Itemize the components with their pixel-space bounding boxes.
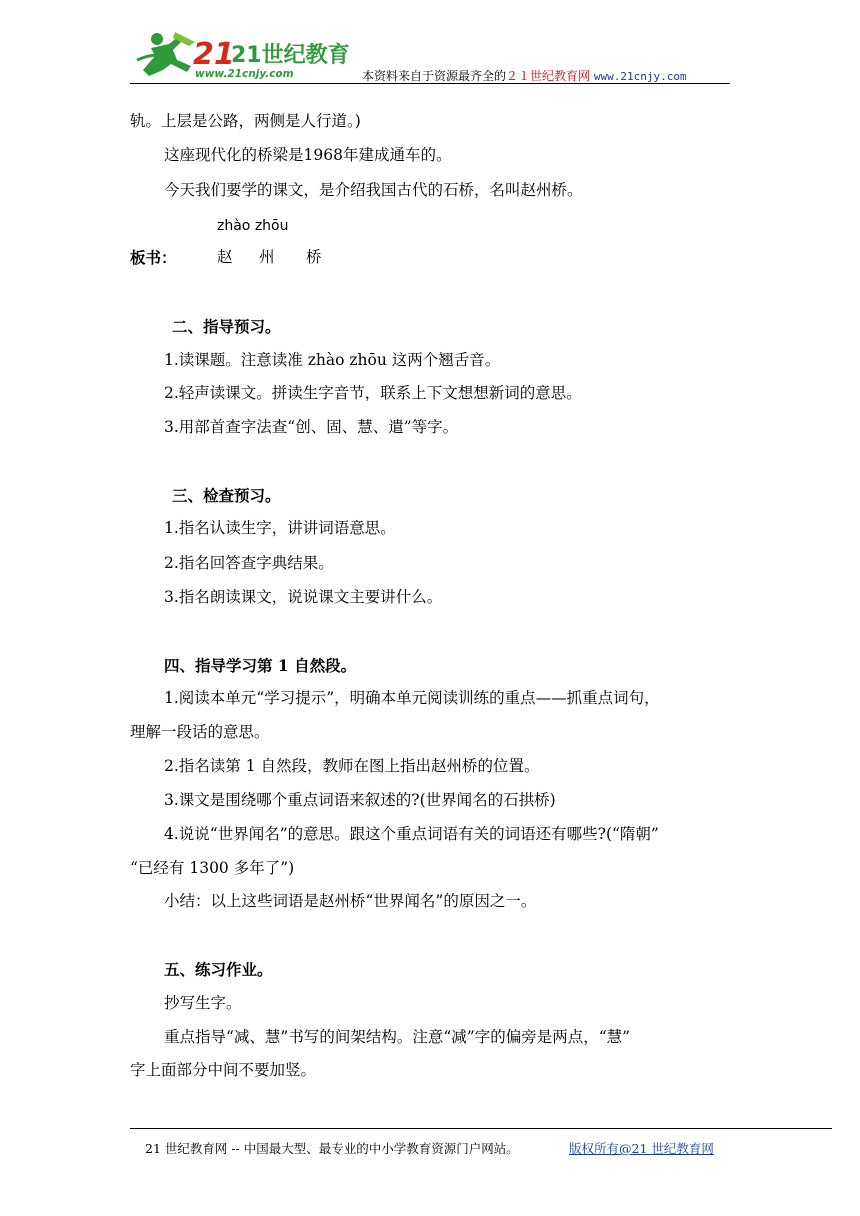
section-heading: 三、检查预习。: [172, 486, 281, 505]
list-item: 1.阅读本单元“学习提示”，明确本单元阅读训练的重点——抓重点词句，: [164, 689, 660, 707]
site-logo[interactable]: [135, 30, 350, 82]
section-heading: 五、练习作业。: [164, 960, 273, 979]
runner-logo-icon: [135, 30, 350, 82]
list-item-continuation: “已经有 1300 多年了”): [130, 859, 295, 877]
board-char: 赵: [217, 248, 233, 266]
logo-text: 21世纪教育: [231, 43, 350, 68]
paragraph-line: 今天我们要学的课文，是介绍我国古代的石桥，名叫赵州桥。: [164, 181, 583, 199]
tagline-prefix: 本资料来自于资源最齐全的: [362, 69, 507, 83]
header-divider: [130, 83, 730, 84]
list-item: 1.指名认读生字，讲讲词语意思。: [164, 519, 396, 537]
list-item-continuation: 理解一段话的意思。: [130, 723, 270, 741]
board-label: 板书：: [130, 248, 177, 267]
pinyin-annotation: zhào zhōu: [217, 218, 289, 234]
list-item: 抄写生字。: [164, 994, 242, 1012]
section-heading: 四、指导学习第 1 自然段。: [164, 656, 357, 675]
board-char: 州: [259, 248, 275, 266]
list-item-continuation: 字上面部分中间不要加竖。: [130, 1061, 317, 1079]
tagline-site: ２１世纪教育网: [506, 69, 591, 83]
list-item: 2.轻声读课文。拼读生字音节，联系上下文想想新词的意思。: [164, 384, 582, 402]
list-item: 4.说说“世界闻名”的意思。跟这个重点词语有关的词语还有哪些?(“隋朝”: [164, 825, 659, 843]
section-heading: 二、指导预习。: [172, 317, 281, 336]
list-item: 3.用部首查字法查“创、固、慧、遣”等字。: [164, 418, 459, 436]
list-item: 重点指导“减、慧”书写的间架结构。注意“减”字的偏旁是两点，“慧”: [164, 1028, 631, 1046]
list-item: 3.指名朗读课文，说说课文主要讲什么。: [164, 588, 443, 606]
logo-url: www.21cnjy.com: [195, 68, 294, 80]
list-item: 1.读课题。注意读准 zhào zhōu 这两个翘舌音。: [164, 351, 501, 369]
footer-divider: [130, 1128, 832, 1129]
copyright-link[interactable]: 版权所有@21 世纪教育网: [569, 1141, 714, 1156]
list-item: 2.指名读第 1 自然段，教师在图上指出赵州桥的位置。: [164, 757, 540, 775]
list-item: 3.课文是围绕哪个重点词语来叙述的?(世界闻名的石拱桥): [164, 791, 556, 809]
board-char: 桥: [306, 248, 322, 266]
list-item: 2.指名回答查字典结果。: [164, 554, 334, 572]
svg-text:21: 21: [193, 37, 235, 72]
header-tagline: [362, 67, 687, 84]
summary-line: 小结：以上这些词语是赵州桥“世界闻名”的原因之一。: [164, 892, 537, 910]
footer-text: 21 世纪教育网 -- 中国最大型、最专业的中小学教育资源门户网站。: [145, 1141, 519, 1156]
tagline-url[interactable]: www.21cnjy.com: [593, 70, 687, 83]
paragraph-line: 轨。上层是公路，两侧是人行道。): [130, 112, 361, 130]
paragraph-line: 这座现代化的桥梁是1968年建成通车的。: [164, 146, 452, 164]
